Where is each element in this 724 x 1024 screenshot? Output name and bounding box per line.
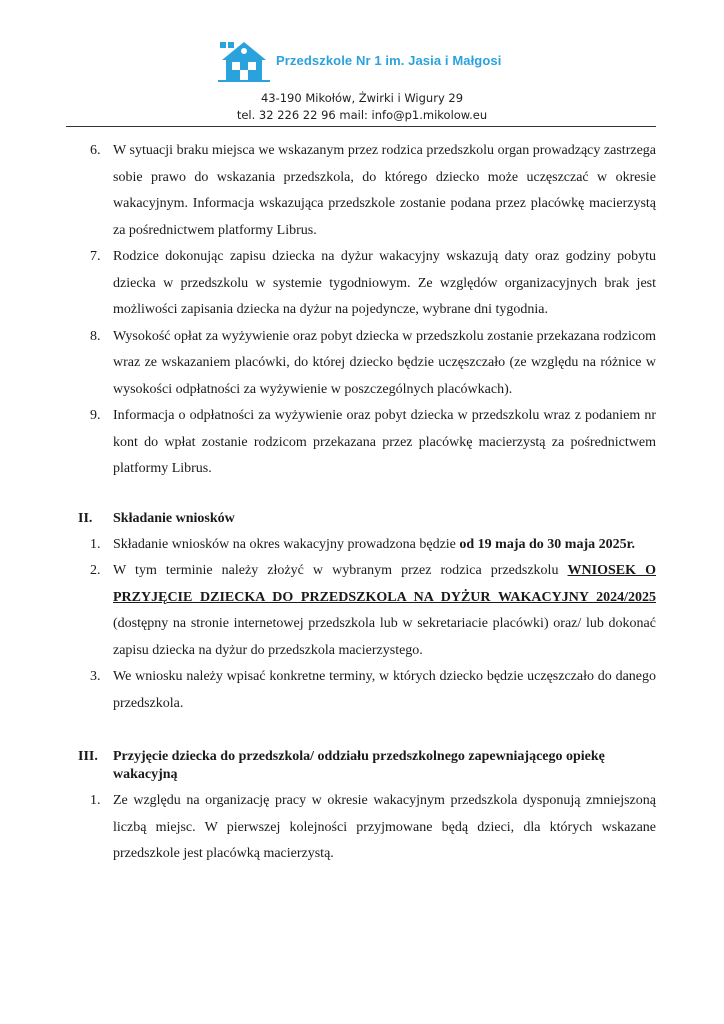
list-item (0, 664, 724, 717)
section-heading (0, 510, 724, 528)
item-number: 3. (90, 669, 101, 684)
item-text: Składanie wniosków na okres wakacyjny prowadzona będzie (113, 536, 460, 552)
section-continued-list (0, 138, 724, 483)
item-number: 7. (90, 249, 101, 264)
list-item (0, 244, 724, 324)
section-admission-list (0, 788, 724, 868)
item-text: Ze względu na organizację pracy w okresie wakacyjnym przedszkola dysponują zmniejszoną liczbą miejsc. W pierwszej kolejności przyjmowane będą dzieci, dla których wskazane przedszkole jest placówką macierzystą. (113, 793, 656, 861)
list-item (0, 558, 724, 664)
list-item (0, 532, 724, 559)
section-number: III. (78, 749, 98, 764)
header-divider (66, 126, 656, 127)
section-applications-list (0, 532, 724, 718)
list-item (0, 324, 724, 404)
school-contact: tel. 32 226 22 96 mail: info@p1.mikolow.eu (236, 108, 488, 122)
item-text-continued: (dostępny na stronie internetowej przedszkola lub w sekretariacie placówki) oraz/ lub dokonać zapisu dziecka na dyżur do przedszkola macierzystego. (113, 616, 656, 658)
letterhead (0, 0, 724, 130)
item-number: 9. (90, 408, 101, 423)
item-number: 2. (90, 563, 101, 578)
school-address: 43-190 Mikołów, Żwirki i Wigury 29 (260, 91, 464, 105)
list-item (0, 138, 724, 244)
school-logo (218, 38, 501, 82)
item-text: W tym terminie należy złożyć w wybranym przez rodzica przedszkolu (113, 563, 568, 578)
document-body (0, 138, 724, 868)
section-title: Przyjęcie dziecka do przedszkola/ oddziału przedszkolnego zapewniającego opiekę wakacyjną (113, 749, 605, 782)
item-text: Wysokość opłat za wyżywienie oraz pobyt dziecka w przedszkolu zostanie przekazana rodzicom wraz ze wskazaniem placówki, do której dziecko będzie uczęszczało (ze względu na różnice w wysokości odpłatności za wyżywienie w poszczególnych placówkach). (113, 328, 656, 397)
list-item (0, 788, 724, 868)
item-number: 6. (90, 143, 101, 158)
section-heading (0, 748, 724, 784)
list-item (0, 403, 724, 483)
item-number: 1. (90, 536, 101, 552)
item-number: 8. (90, 328, 101, 344)
item-text: W sytuacji braku miejsca we wskazanym przez rodzica przedszkolu organ prowadzący zastrzega sobie prawo do wskazania przedszkola, do którego dziecko może uczęszczać w okresie wakacyjnym. Informacja wskazująca przedszkole zostanie podana przez placówkę macierzystą za pośrednictwem platformy Librus. (113, 143, 656, 238)
item-text: We wniosku należy wpisać konkretne terminy, w których dziecko będzie uczęszczało do danego przedszkola. (113, 669, 656, 711)
application-form-title: WNIOSEK O PRZYJĘCIE DZIECKA DO PRZEDSZKOLA NA DYŻUR WAKACYJNY 2024/2025 (113, 563, 656, 605)
school-name: Przedszkole Nr 1 im. Jasia i Małgosi (276, 52, 502, 68)
application-dates: od 19 maja do 30 maja 2025r. (459, 536, 636, 552)
section-title: Składanie wniosków (113, 510, 235, 526)
item-number: 1. (90, 793, 101, 808)
kindergarten-house-icon (218, 38, 270, 82)
section-number: II. (78, 510, 93, 526)
item-text: Informacja o odpłatności za wyżywienie oraz pobyt dziecka w przedszkolu wraz z podaniem nr kont do wpłat zostanie rodzicom przekazana przez placówkę macierzystą za pośrednictwem platformy Librus. (113, 408, 656, 476)
item-text: Rodzice dokonując zapisu dziecka na dyżur wakacyjny wskazują daty oraz godziny pobytu dziecka w przedszkolu w systemie tygodniowym. Ze względów organizacyjnych brak jest możliwości zapisania dziecka na dyżur na pojedyncze, wybrane dni tygodnia. (113, 249, 656, 317)
